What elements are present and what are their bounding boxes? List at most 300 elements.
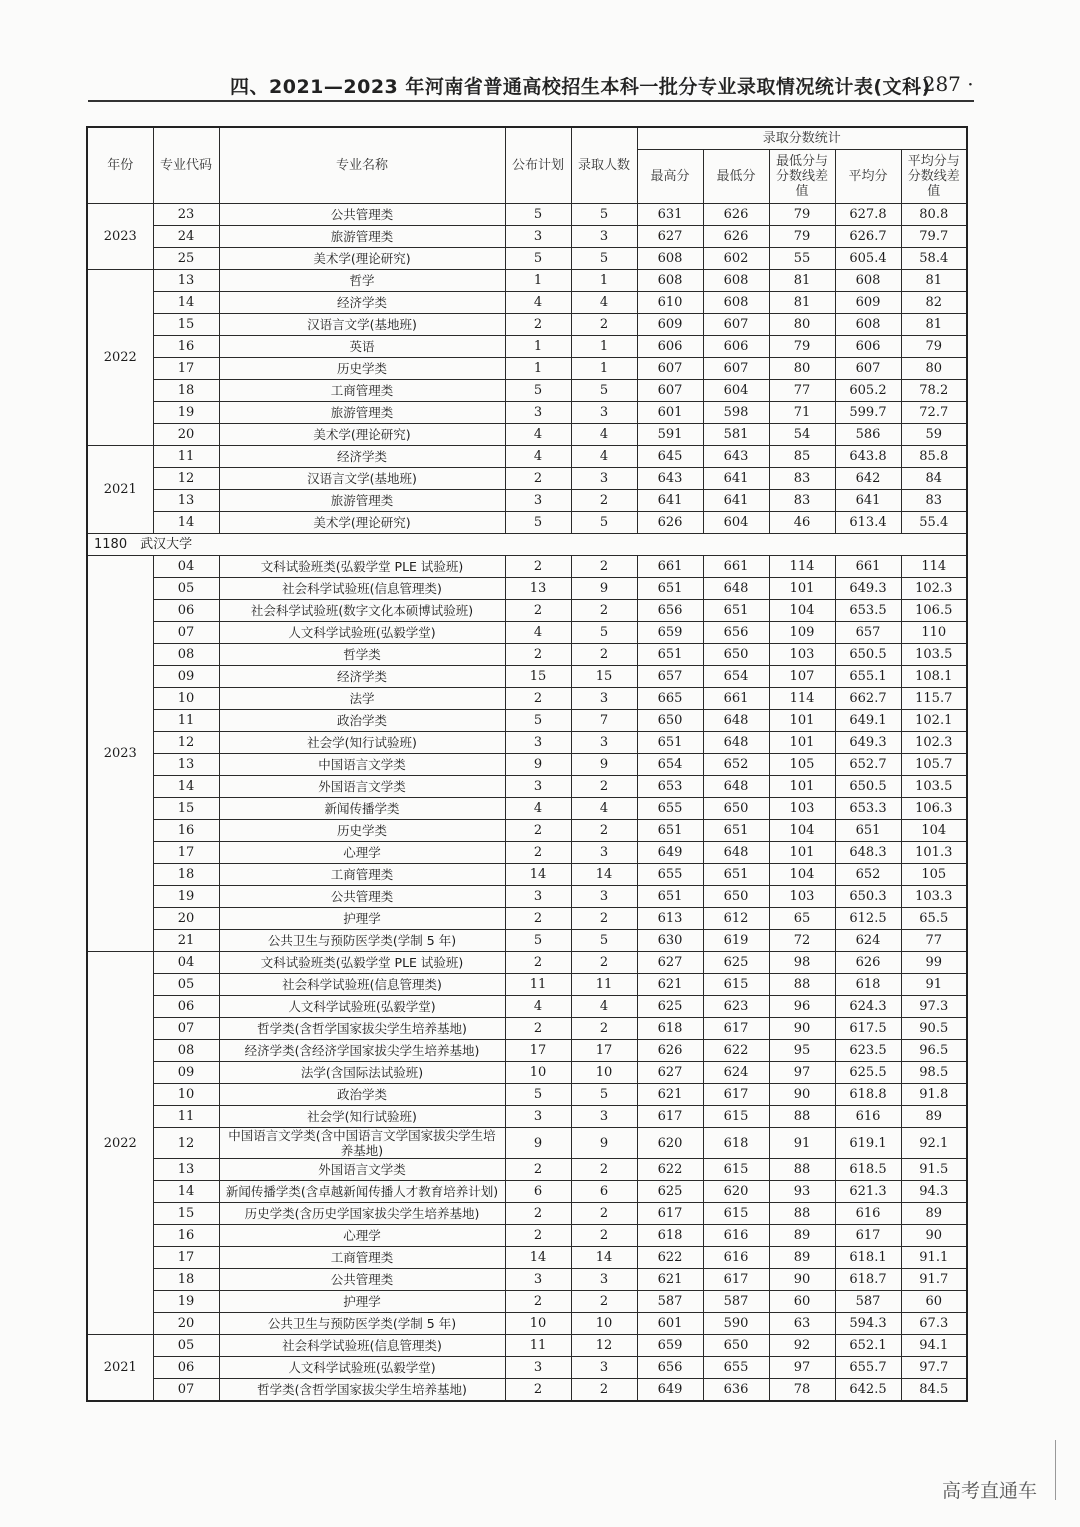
avg-diff-cell: 99	[901, 952, 967, 974]
plan-cell: 2	[505, 556, 571, 578]
avg-cell: 648.3	[835, 842, 901, 864]
table-row	[87, 1225, 967, 1247]
admitted-cell: 2	[571, 556, 637, 578]
min-cell: 656	[703, 622, 769, 644]
name-cell: 文科试验班类(弘毅学堂 PLE 试验班)	[219, 556, 505, 578]
name-cell: 工商管理类	[219, 864, 505, 886]
avg-cell: 586	[835, 424, 901, 446]
avg-diff-cell: 96.5	[901, 1040, 967, 1062]
avg-cell: 650.3	[835, 886, 901, 908]
name-cell: 历史学类	[219, 358, 505, 380]
min-cell: 636	[703, 1379, 769, 1402]
plan-cell: 2	[505, 842, 571, 864]
university-name: 1180 武汉大学	[87, 534, 967, 556]
avg-cell: 652	[835, 864, 901, 886]
avg-diff-cell: 65.5	[901, 908, 967, 930]
min-diff-cell: 77	[769, 380, 835, 402]
admitted-cell: 10	[571, 1313, 637, 1335]
max-cell: 587	[637, 1291, 703, 1313]
min-cell: 641	[703, 468, 769, 490]
name-cell: 社会学(知行试验班)	[219, 1106, 505, 1128]
min-cell: 661	[703, 556, 769, 578]
max-cell: 606	[637, 336, 703, 358]
min-diff-cell: 90	[769, 1269, 835, 1291]
code-cell: 15	[153, 1203, 219, 1225]
admitted-cell: 2	[571, 776, 637, 798]
min-cell: 617	[703, 1269, 769, 1291]
table-body	[87, 204, 967, 1402]
code-cell: 19	[153, 402, 219, 424]
year-cell: 2022	[87, 270, 153, 446]
avg-diff-cell: 81	[901, 270, 967, 292]
plan-cell: 5	[505, 1084, 571, 1106]
max-cell: 621	[637, 1269, 703, 1291]
min-diff-cell: 65	[769, 908, 835, 930]
header-min: 最低分	[703, 150, 769, 204]
plan-cell: 2	[505, 468, 571, 490]
min-diff-cell: 114	[769, 556, 835, 578]
table-row	[87, 996, 967, 1018]
name-cell: 外国语言文学类	[219, 776, 505, 798]
avg-diff-cell: 102.1	[901, 710, 967, 732]
table-row	[87, 270, 967, 292]
max-cell: 626	[637, 1040, 703, 1062]
admitted-cell: 1	[571, 336, 637, 358]
name-cell: 社会科学试验班(数字文化本硕博试验班)	[219, 600, 505, 622]
plan-cell: 3	[505, 886, 571, 908]
name-cell: 公共管理类	[219, 886, 505, 908]
code-cell: 11	[153, 446, 219, 468]
name-cell: 公共卫生与预防医学类(学制 5 年)	[219, 1313, 505, 1335]
header-avg: 平均分	[835, 150, 901, 204]
code-cell: 13	[153, 490, 219, 512]
table-row	[87, 842, 967, 864]
min-diff-cell: 78	[769, 1379, 835, 1402]
name-cell: 中国语言文学类(含中国语言文学国家拔尖学生培养基地)	[219, 1128, 505, 1159]
year-cell: 2023	[87, 556, 153, 952]
admitted-cell: 3	[571, 688, 637, 710]
code-cell: 08	[153, 644, 219, 666]
avg-cell: 649.3	[835, 732, 901, 754]
code-cell: 05	[153, 1335, 219, 1357]
avg-diff-cell: 59	[901, 424, 967, 446]
avg-cell: 608	[835, 314, 901, 336]
admitted-cell: 7	[571, 710, 637, 732]
max-cell: 645	[637, 446, 703, 468]
min-diff-cell: 85	[769, 446, 835, 468]
avg-diff-cell: 77	[901, 930, 967, 952]
table-row	[87, 622, 967, 644]
avg-diff-cell: 91.1	[901, 1247, 967, 1269]
avg-cell: 642	[835, 468, 901, 490]
admitted-cell: 5	[571, 380, 637, 402]
min-cell: 626	[703, 204, 769, 226]
table-row	[87, 952, 967, 974]
min-diff-cell: 101	[769, 578, 835, 600]
min-diff-cell: 96	[769, 996, 835, 1018]
admitted-cell: 2	[571, 820, 637, 842]
min-diff-cell: 107	[769, 666, 835, 688]
admitted-cell: 3	[571, 226, 637, 248]
admitted-cell: 1	[571, 358, 637, 380]
min-diff-cell: 101	[769, 776, 835, 798]
year-cell: 2023	[87, 204, 153, 270]
table-row	[87, 908, 967, 930]
max-cell: 651	[637, 886, 703, 908]
avg-cell: 650.5	[835, 776, 901, 798]
min-cell: 648	[703, 776, 769, 798]
min-diff-cell: 89	[769, 1247, 835, 1269]
avg-diff-cell: 80	[901, 358, 967, 380]
max-cell: 649	[637, 1379, 703, 1402]
header-code: 专业代码	[153, 127, 219, 204]
code-cell: 12	[153, 732, 219, 754]
table-row	[87, 798, 967, 820]
avg-diff-cell: 79.7	[901, 226, 967, 248]
min-diff-cell: 81	[769, 270, 835, 292]
max-cell: 655	[637, 798, 703, 820]
min-diff-cell: 101	[769, 710, 835, 732]
name-cell: 法学	[219, 688, 505, 710]
max-cell: 601	[637, 1313, 703, 1335]
avg-diff-cell: 84	[901, 468, 967, 490]
name-cell: 社会科学试验班(信息管理类)	[219, 1335, 505, 1357]
plan-cell: 3	[505, 402, 571, 424]
avg-diff-cell: 92.1	[901, 1128, 967, 1159]
avg-diff-cell: 110	[901, 622, 967, 644]
min-cell: 607	[703, 314, 769, 336]
plan-cell: 14	[505, 1247, 571, 1269]
admitted-cell: 3	[571, 1269, 637, 1291]
min-cell: 617	[703, 1018, 769, 1040]
min-cell: 650	[703, 644, 769, 666]
min-cell: 615	[703, 1106, 769, 1128]
avg-diff-cell: 83	[901, 490, 967, 512]
admitted-cell: 4	[571, 292, 637, 314]
avg-diff-cell: 90.5	[901, 1018, 967, 1040]
avg-cell: 587	[835, 1291, 901, 1313]
plan-cell: 3	[505, 776, 571, 798]
code-cell: 17	[153, 358, 219, 380]
min-cell: 602	[703, 248, 769, 270]
avg-cell: 605.2	[835, 380, 901, 402]
max-cell: 657	[637, 666, 703, 688]
table-row	[87, 1357, 967, 1379]
header-score-stats: 录取分数统计	[637, 127, 967, 150]
header-admitted: 录取人数	[571, 127, 637, 204]
avg-diff-cell: 105.7	[901, 754, 967, 776]
max-cell: 618	[637, 1018, 703, 1040]
avg-diff-cell: 104	[901, 820, 967, 842]
avg-cell: 657	[835, 622, 901, 644]
admitted-cell: 5	[571, 204, 637, 226]
min-diff-cell: 46	[769, 512, 835, 534]
name-cell: 哲学类(含哲学国家拔尖学生培养基地)	[219, 1018, 505, 1040]
code-cell: 19	[153, 1291, 219, 1313]
min-diff-cell: 72	[769, 930, 835, 952]
admitted-cell: 2	[571, 1291, 637, 1313]
avg-cell: 655.1	[835, 666, 901, 688]
name-cell: 哲学类	[219, 644, 505, 666]
admitted-cell: 3	[571, 842, 637, 864]
name-cell: 工商管理类	[219, 1247, 505, 1269]
min-cell: 625	[703, 952, 769, 974]
min-diff-cell: 104	[769, 600, 835, 622]
avg-diff-cell: 84.5	[901, 1379, 967, 1402]
plan-cell: 4	[505, 622, 571, 644]
table-row	[87, 688, 967, 710]
plan-cell: 5	[505, 512, 571, 534]
table-row	[87, 358, 967, 380]
admitted-cell: 2	[571, 600, 637, 622]
code-cell: 21	[153, 930, 219, 952]
avg-cell: 617.5	[835, 1018, 901, 1040]
plan-cell: 3	[505, 732, 571, 754]
code-cell: 07	[153, 1379, 219, 1402]
name-cell: 历史学类(含历史学国家拔尖学生培养基地)	[219, 1203, 505, 1225]
admitted-cell: 3	[571, 886, 637, 908]
max-cell: 621	[637, 974, 703, 996]
code-cell: 20	[153, 1313, 219, 1335]
avg-cell: 650.5	[835, 644, 901, 666]
plan-cell: 1	[505, 270, 571, 292]
max-cell: 608	[637, 270, 703, 292]
admitted-cell: 3	[571, 1357, 637, 1379]
avg-diff-cell: 72.7	[901, 402, 967, 424]
min-cell: 590	[703, 1313, 769, 1335]
admitted-cell: 2	[571, 1379, 637, 1402]
avg-cell: 649.3	[835, 578, 901, 600]
admitted-cell: 14	[571, 864, 637, 886]
name-cell: 政治学类	[219, 710, 505, 732]
plan-cell: 2	[505, 1203, 571, 1225]
plan-cell: 3	[505, 490, 571, 512]
min-cell: 650	[703, 886, 769, 908]
avg-diff-cell: 103.5	[901, 644, 967, 666]
avg-cell: 625.5	[835, 1062, 901, 1084]
admitted-cell: 14	[571, 1247, 637, 1269]
admitted-cell: 4	[571, 798, 637, 820]
avg-diff-cell: 67.3	[901, 1313, 967, 1335]
name-cell: 汉语言文学(基地班)	[219, 314, 505, 336]
avg-diff-cell: 80.8	[901, 204, 967, 226]
code-cell: 07	[153, 622, 219, 644]
min-cell: 619	[703, 930, 769, 952]
min-cell: 598	[703, 402, 769, 424]
avg-diff-cell: 94.1	[901, 1335, 967, 1357]
min-cell: 654	[703, 666, 769, 688]
table-row	[87, 292, 967, 314]
max-cell: 622	[637, 1247, 703, 1269]
code-cell: 04	[153, 556, 219, 578]
plan-cell: 1	[505, 336, 571, 358]
avg-diff-cell: 101.3	[901, 842, 967, 864]
max-cell: 650	[637, 710, 703, 732]
avg-cell: 652.1	[835, 1335, 901, 1357]
min-cell: 608	[703, 292, 769, 314]
admitted-cell: 2	[571, 1018, 637, 1040]
avg-diff-cell: 102.3	[901, 578, 967, 600]
admitted-cell: 10	[571, 1062, 637, 1084]
name-cell: 护理学	[219, 908, 505, 930]
avg-diff-cell: 89	[901, 1106, 967, 1128]
code-cell: 18	[153, 380, 219, 402]
avg-cell: 627.8	[835, 204, 901, 226]
code-cell: 11	[153, 710, 219, 732]
avg-cell: 653.5	[835, 600, 901, 622]
max-cell: 656	[637, 1357, 703, 1379]
min-cell: 581	[703, 424, 769, 446]
name-cell: 汉语言文学(基地班)	[219, 468, 505, 490]
admitted-cell: 4	[571, 446, 637, 468]
min-cell: 606	[703, 336, 769, 358]
admitted-cell: 3	[571, 732, 637, 754]
min-cell: 607	[703, 358, 769, 380]
table-row	[87, 578, 967, 600]
min-cell: 617	[703, 1084, 769, 1106]
admitted-cell: 5	[571, 512, 637, 534]
min-cell: 648	[703, 732, 769, 754]
name-cell: 中国语言文学类	[219, 754, 505, 776]
avg-diff-cell: 81	[901, 314, 967, 336]
admitted-cell: 2	[571, 314, 637, 336]
avg-diff-cell: 89	[901, 1203, 967, 1225]
plan-cell: 2	[505, 1159, 571, 1181]
avg-cell: 594.3	[835, 1313, 901, 1335]
avg-diff-cell: 103.5	[901, 776, 967, 798]
min-diff-cell: 104	[769, 820, 835, 842]
name-cell: 哲学	[219, 270, 505, 292]
name-cell: 人文科学试验班(弘毅学堂)	[219, 622, 505, 644]
code-cell: 06	[153, 996, 219, 1018]
min-diff-cell: 109	[769, 622, 835, 644]
avg-cell: 642.5	[835, 1379, 901, 1402]
avg-diff-cell: 106.3	[901, 798, 967, 820]
table-row	[87, 710, 967, 732]
min-cell: 650	[703, 798, 769, 820]
plan-cell: 4	[505, 798, 571, 820]
code-cell: 17	[153, 842, 219, 864]
watermark-text: 高考直通车	[942, 1480, 1038, 1502]
plan-cell: 5	[505, 710, 571, 732]
avg-cell: 652.7	[835, 754, 901, 776]
name-cell: 公共卫生与预防医学类(学制 5 年)	[219, 930, 505, 952]
avg-diff-cell: 97.3	[901, 996, 967, 1018]
table-row	[87, 314, 967, 336]
name-cell: 社会科学试验班(信息管理类)	[219, 578, 505, 600]
name-cell: 哲学类(含哲学国家拔尖学生培养基地)	[219, 1379, 505, 1402]
min-diff-cell: 114	[769, 688, 835, 710]
max-cell: 654	[637, 754, 703, 776]
min-diff-cell: 104	[769, 864, 835, 886]
name-cell: 旅游管理类	[219, 402, 505, 424]
table-row	[87, 1313, 967, 1335]
code-cell: 14	[153, 1181, 219, 1203]
avg-cell: 618.7	[835, 1269, 901, 1291]
name-cell: 经济学类(含经济学国家拔尖学生培养基地)	[219, 1040, 505, 1062]
name-cell: 心理学	[219, 842, 505, 864]
plan-cell: 5	[505, 204, 571, 226]
min-diff-cell: 88	[769, 1159, 835, 1181]
plan-cell: 11	[505, 1335, 571, 1357]
table-row	[87, 864, 967, 886]
avg-diff-cell: 115.7	[901, 688, 967, 710]
admitted-cell: 11	[571, 974, 637, 996]
code-cell: 20	[153, 908, 219, 930]
max-cell: 651	[637, 820, 703, 842]
table-row	[87, 1291, 967, 1313]
max-cell: 609	[637, 314, 703, 336]
max-cell: 627	[637, 952, 703, 974]
max-cell: 626	[637, 512, 703, 534]
min-diff-cell: 103	[769, 798, 835, 820]
min-diff-cell: 88	[769, 1106, 835, 1128]
name-cell: 美术学(理论研究)	[219, 248, 505, 270]
avg-cell: 618	[835, 974, 901, 996]
scan-edge	[1055, 1440, 1056, 1500]
max-cell: 651	[637, 644, 703, 666]
max-cell: 601	[637, 402, 703, 424]
plan-cell: 2	[505, 952, 571, 974]
header-avg-diff: 平均分与分数线差值	[901, 150, 967, 204]
avg-diff-cell: 60	[901, 1291, 967, 1313]
table-row	[87, 666, 967, 688]
max-cell: 630	[637, 930, 703, 952]
table-row	[87, 1018, 967, 1040]
avg-cell: 606	[835, 336, 901, 358]
header-max: 最高分	[637, 150, 703, 204]
plan-cell: 4	[505, 292, 571, 314]
code-cell: 14	[153, 776, 219, 798]
name-cell: 经济学类	[219, 292, 505, 314]
table-row	[87, 1203, 967, 1225]
name-cell: 英语	[219, 336, 505, 358]
avg-cell: 643.8	[835, 446, 901, 468]
table-row	[87, 1335, 967, 1357]
plan-cell: 4	[505, 446, 571, 468]
table-row	[87, 776, 967, 798]
avg-cell: 612.5	[835, 908, 901, 930]
admitted-cell: 2	[571, 908, 637, 930]
min-cell: 648	[703, 578, 769, 600]
avg-cell: 613.4	[835, 512, 901, 534]
avg-cell: 641	[835, 490, 901, 512]
year-cell: 2021	[87, 446, 153, 534]
table-row	[87, 1247, 967, 1269]
table-row	[87, 644, 967, 666]
table-row	[87, 248, 967, 270]
avg-cell: 623.5	[835, 1040, 901, 1062]
max-cell: 618	[637, 1225, 703, 1247]
min-cell: 622	[703, 1040, 769, 1062]
year-cell: 2022	[87, 952, 153, 1335]
max-cell: 643	[637, 468, 703, 490]
min-diff-cell: 101	[769, 732, 835, 754]
avg-cell: 609	[835, 292, 901, 314]
plan-cell: 9	[505, 754, 571, 776]
table-row	[87, 930, 967, 952]
max-cell: 651	[637, 732, 703, 754]
min-diff-cell: 79	[769, 204, 835, 226]
code-cell: 06	[153, 1357, 219, 1379]
avg-cell: 651	[835, 820, 901, 842]
plan-cell: 17	[505, 1040, 571, 1062]
avg-diff-cell: 91.7	[901, 1269, 967, 1291]
max-cell: 607	[637, 358, 703, 380]
plan-cell: 14	[505, 864, 571, 886]
max-cell: 625	[637, 996, 703, 1018]
code-cell: 15	[153, 798, 219, 820]
